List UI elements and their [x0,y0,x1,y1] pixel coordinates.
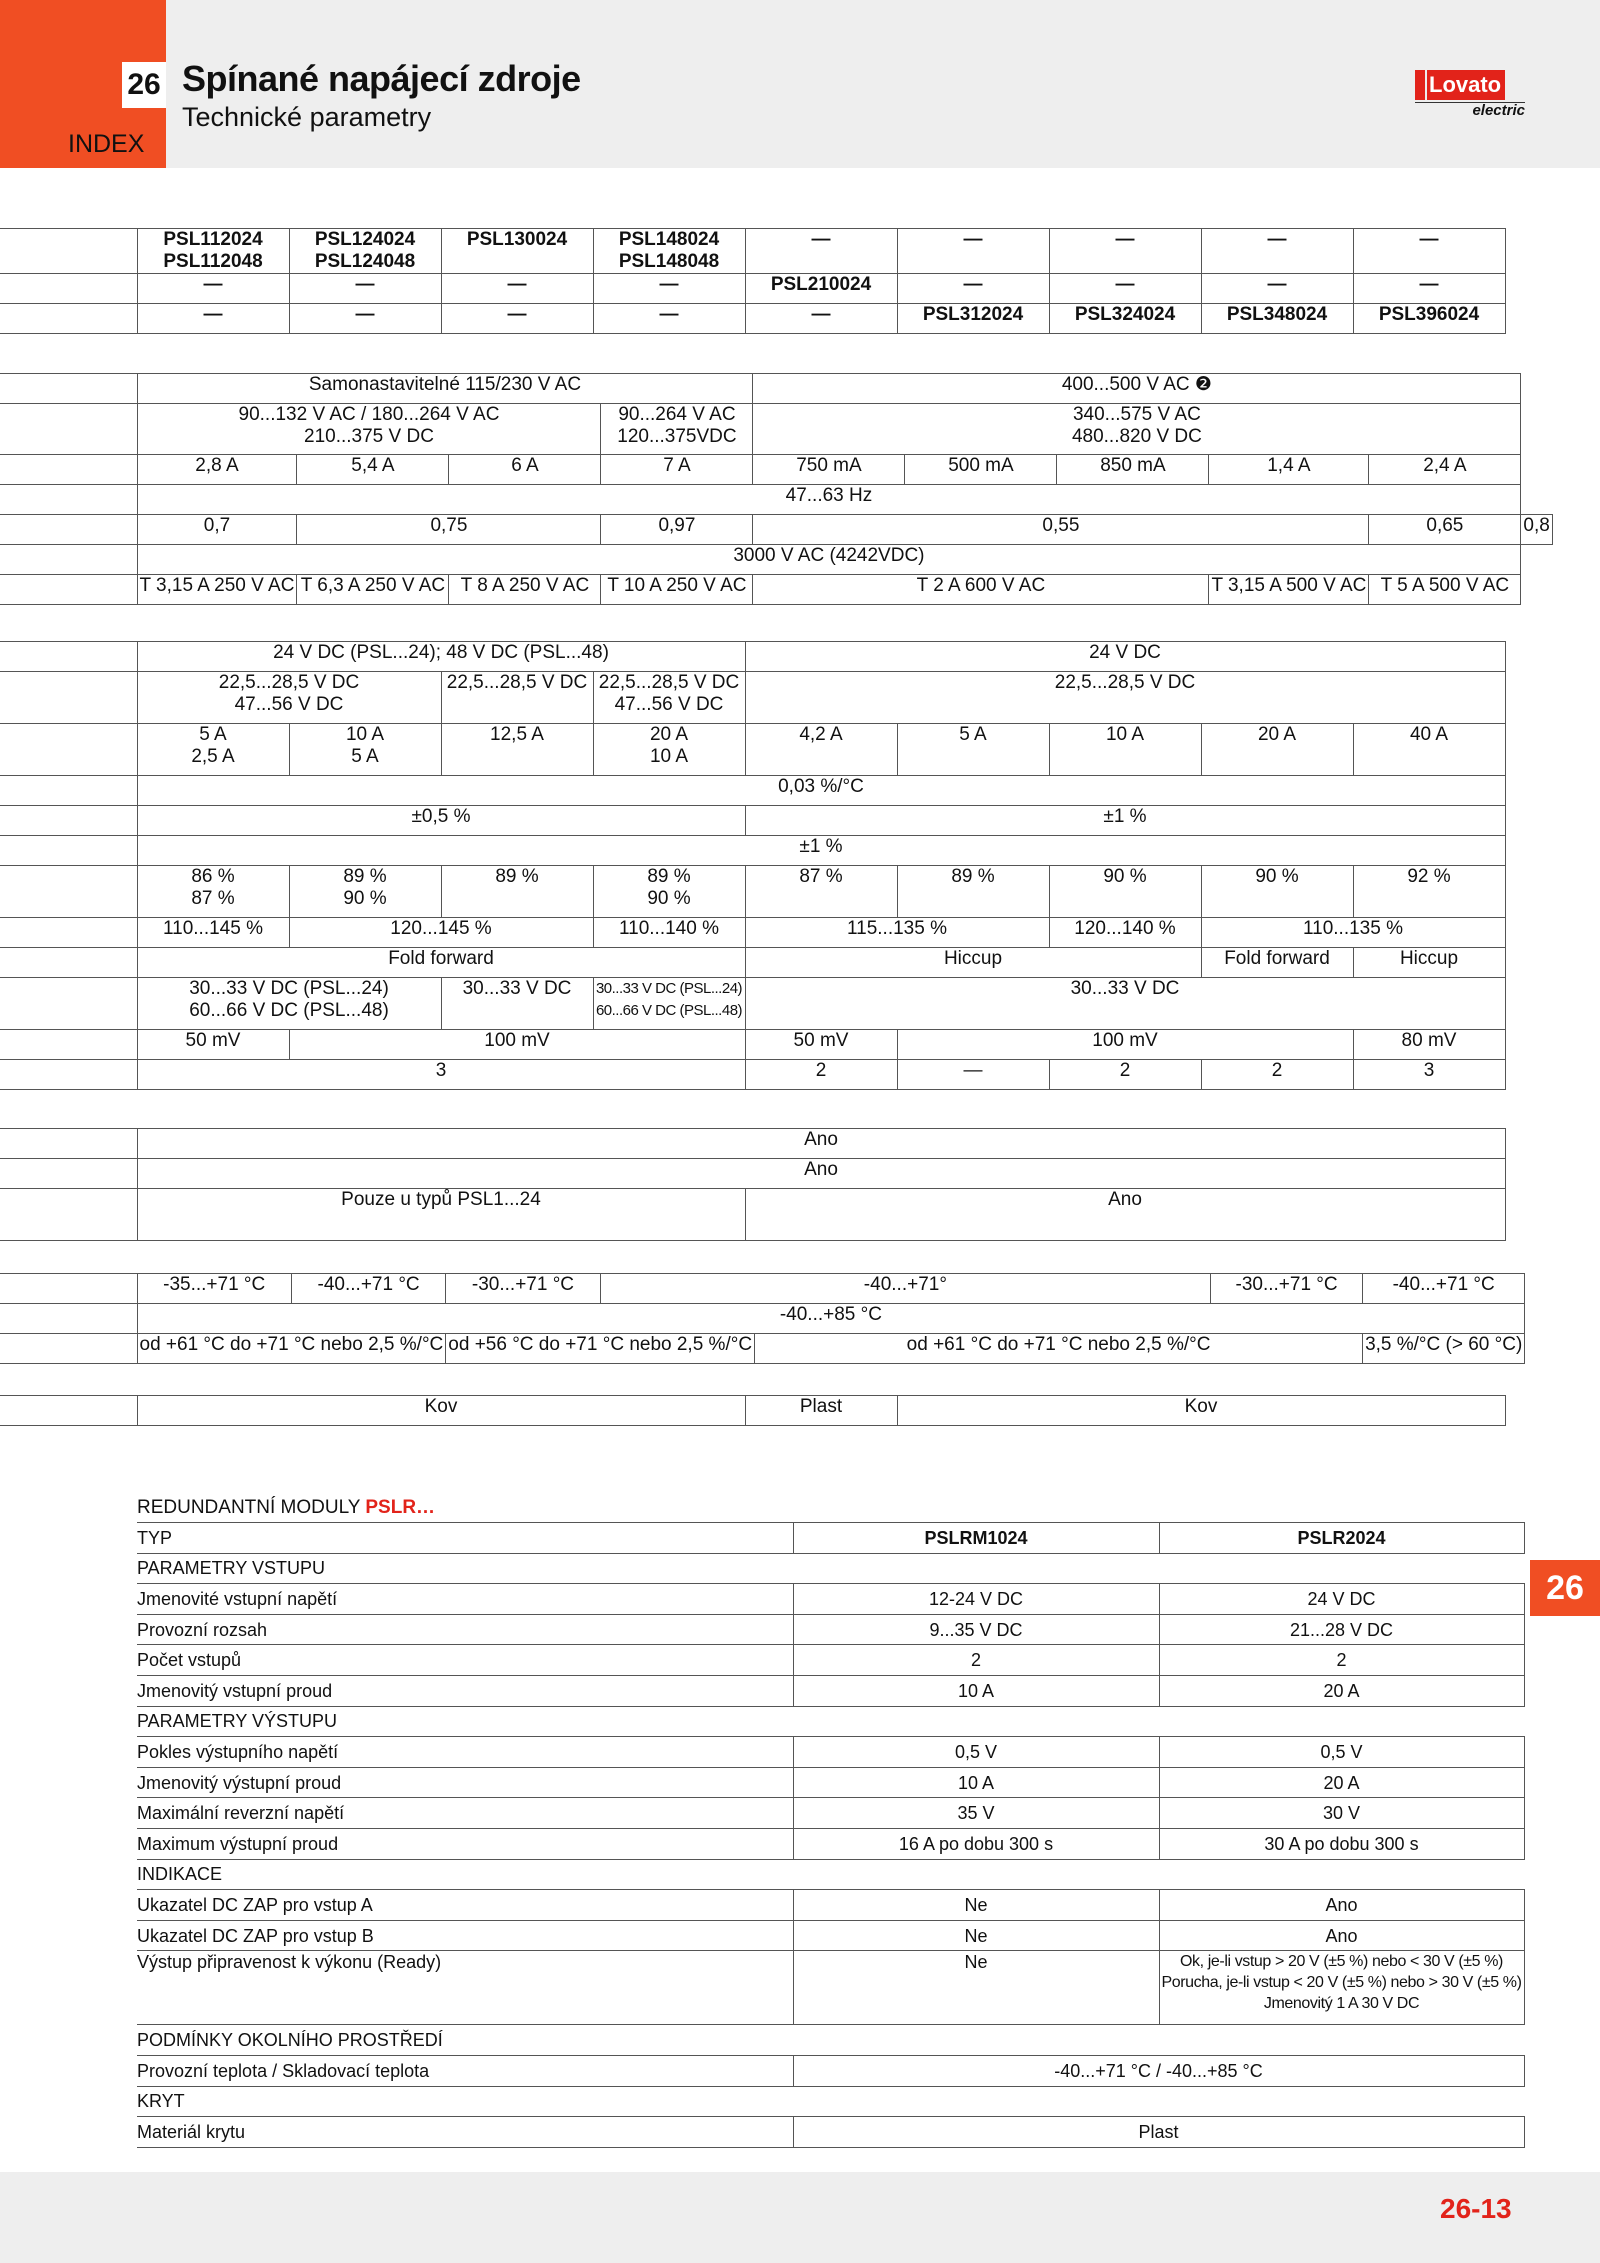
redundant-value: 0,5 V [793,1737,1159,1768]
redundant-value: 20 A [1159,1675,1524,1706]
spec-cell: 6 A [449,455,601,485]
row-label-cell [0,836,137,866]
spec-cell: ±0,5 % [137,806,745,836]
chapter-number: 26 [122,62,166,108]
spec-cell: Ano [745,1189,1505,1241]
redundant-value: 2 [1159,1645,1524,1676]
spec-cell: PSL148024 PSL148048 [593,229,745,274]
redundant-label: Maximum výstupní proud [137,1828,793,1859]
spec-row [0,836,1505,866]
spec-cell: 30...33 V DC [745,978,1505,1030]
row-label-cell [0,545,137,575]
redundant-value: Ok, je-li vstup > 20 V (±5 %) nebo < 30 V (±5 %) Porucha, je-li vstup < 20 V (±5 %) nebo > 30 V (±5 %) Jmenovitý 1 A 30 V DC [1159,1951,1524,2025]
logo-sub: electric [1415,102,1525,119]
spec-cell: od +61 °C do +71 °C nebo 2,5 %/°C [755,1334,1363,1364]
row-label-cell [0,806,137,836]
spec-row [0,1060,1505,1090]
spec-cell: 5,4 A [297,455,449,485]
redundant-value: 16 A po dobu 300 s [793,1828,1159,1859]
redundant-row [137,1951,1524,2025]
row-label-cell [0,948,137,978]
spec-cell: — [897,229,1049,274]
spec-table-1 [0,228,1506,334]
spec-cell: 87 % [745,866,897,918]
spec-cell: 80 mV [1353,1030,1505,1060]
spec-cell: 7 A [601,455,753,485]
spec-cell: 90 % [1201,866,1353,918]
redundant-label: Ukazatel DC ZAP pro vstup A [137,1890,793,1921]
spec-cell: Hiccup [1353,948,1505,978]
spec-cell: — [1201,229,1353,274]
row-label-cell [0,485,137,515]
row-label-cell [0,229,137,274]
spec-row [0,724,1505,776]
row-label-cell [0,404,137,455]
spec-row [0,1396,1505,1426]
spec-cell: 50 mV [137,1030,289,1060]
redundant-row [137,1767,1524,1798]
spec-cell: — [1049,274,1201,304]
redundant-value: 0,5 V [1159,1737,1524,1768]
redundant-label: INDIKACE [137,1859,1524,1890]
spec-cell: 12,5 A [441,724,593,776]
spec-cell: 2,4 A [1369,455,1521,485]
redundant-value: Ano [1159,1890,1524,1921]
spec-row [0,1189,1505,1241]
row-label-cell [0,515,137,545]
spec-row [0,229,1505,274]
spec-row [0,1304,1525,1334]
spec-cell: 100 mV [289,1030,745,1060]
row-label-cell [0,1304,137,1334]
spec-cell: Samonastavitelné 115/230 V AC [137,374,753,404]
redundant-row [137,1553,1524,1584]
spec-cell: 20 A [1201,724,1353,776]
spec-row [0,672,1505,724]
row-label-cell [0,672,137,724]
spec-cell: -30...+71 °C [1211,1274,1363,1304]
redundant-value: 9...35 V DC [793,1614,1159,1645]
spec-cell: Kov [137,1396,745,1426]
spec-cell: T 3,15 A 500 V AC [1209,575,1369,605]
spec-row [0,948,1505,978]
redundant-model-header: PSLR2024 [1159,1523,1524,1554]
logo-mark-icon [1415,70,1425,100]
row-label-cell [0,724,137,776]
redundant-label: Jmenovitý vstupní proud [137,1675,793,1706]
spec-cell: 24 V DC [745,642,1505,672]
redundant-value: 20 A [1159,1767,1524,1798]
spec-row [0,1274,1525,1304]
redundant-label: Počet vstupů [137,1645,793,1676]
logo-name: Lovato [1427,70,1505,100]
page-number: 26-13 [1440,2193,1512,2224]
spec-cell: T 3,15 A 250 V AC [137,575,297,605]
redundant-row [137,1523,1524,1554]
spec-cell: 115...135 % [745,918,1049,948]
redundant-label: PODMÍNKY OKOLNÍHO PROSTŘEDÍ [137,2025,1524,2056]
spec-cell: 400...500 V AC ❷ [753,374,1521,404]
spec-row [0,1334,1525,1364]
redundant-row [137,2086,1524,2117]
redundant-row [137,1920,1524,1951]
redundant-label: Materiál krytu [137,2117,793,2148]
row-label-cell [0,1030,137,1060]
spec-cell: PSL112024 PSL112048 [137,229,289,274]
spec-cell: 30...33 V DC [441,978,593,1030]
spec-row [0,485,1552,515]
row-label-cell [0,575,137,605]
spec-row [0,918,1505,948]
spec-row [0,404,1552,455]
chapter-tab[interactable] [0,0,166,168]
spec-cell: 5 A [897,724,1049,776]
spec-row [0,978,1505,1030]
spec-cell: 5 A 2,5 A [137,724,289,776]
redundant-table [137,1522,1525,2148]
redundant-title-accent: PSLR… [365,1497,436,1518]
spec-cell: ±1 % [745,806,1505,836]
spec-table-5 [0,1273,1525,1364]
spec-cell: Fold forward [1201,948,1353,978]
spec-cell: 110...135 % [1201,918,1505,948]
index-link[interactable]: INDEX [68,130,145,158]
spec-cell: 90...132 V AC / 180...264 V AC 210...375 V DC [137,404,601,455]
spec-cell: — [1353,229,1505,274]
spec-cell: 90...264 V AC 120...375VDC [601,404,753,455]
row-label-cell [0,776,137,806]
redundant-value: Ano [1159,1920,1524,1951]
spec-cell: Kov [897,1396,1505,1426]
footer-band [0,2172,1600,2263]
spec-cell: 3 [1353,1060,1505,1090]
spec-row [0,545,1552,575]
spec-row [0,866,1505,918]
spec-cell: 89 % 90 % [289,866,441,918]
spec-cell: T 8 A 250 V AC [449,575,601,605]
spec-row [0,274,1505,304]
redundant-value: 30 A po dobu 300 s [1159,1828,1524,1859]
redundant-label: Výstup připravenost k výkonu (Ready) [137,1951,793,2025]
redundant-value: 10 A [793,1767,1159,1798]
spec-cell: — [1353,274,1505,304]
redundant-label: PARAMETRY VSTUPU [137,1553,1524,1584]
row-label-cell [0,304,137,334]
spec-cell: 0,55 [753,515,1369,545]
spec-cell: — [1201,274,1353,304]
spec-cell: 0,75 [297,515,601,545]
row-label-cell [0,866,137,918]
spec-cell: 24 V DC (PSL...24); 48 V DC (PSL...48) [137,642,745,672]
spec-cell: 30...33 V DC (PSL...24) 60...66 V DC (PSL...48) [593,978,745,1030]
page-title: Spínané napájecí zdroje [182,58,581,99]
spec-row [0,1159,1505,1189]
spec-cell: T 2 A 600 V AC [753,575,1209,605]
redundant-label: Jmenovité vstupní napětí [137,1584,793,1615]
redundant-value: -40...+71 °C / -40...+85 °C [793,2055,1524,2086]
spec-cell: PSL348024 [1201,304,1353,334]
spec-cell: 0,65 [1369,515,1521,545]
spec-cell: 30...33 V DC (PSL...24) 60...66 V DC (PSL...48) [137,978,441,1030]
spec-row [0,575,1552,605]
spec-cell: Fold forward [137,948,745,978]
redundant-row [137,1859,1524,1890]
spec-cell: 1,4 A [1209,455,1369,485]
redundant-value: 30 V [1159,1798,1524,1829]
spec-cell: — [745,304,897,334]
redundant-label: KRYT [137,2086,1524,2117]
row-label-cell [0,918,137,948]
chapter-side-tab[interactable]: 26 [1530,1560,1600,1616]
spec-cell: — [441,304,593,334]
spec-cell: — [897,1060,1049,1090]
redundant-value: 12-24 V DC [793,1584,1159,1615]
redundant-value: 2 [793,1645,1159,1676]
spec-cell: Pouze u typů PSL1...24 [137,1189,745,1241]
redundant-label: PARAMETRY VÝSTUPU [137,1706,1524,1737]
redundant-row [137,1737,1524,1768]
spec-cell: 89 % 90 % [593,866,745,918]
redundant-row [137,1706,1524,1737]
spec-cell: PSL324024 [1049,304,1201,334]
redundant-row [137,1675,1524,1706]
spec-cell: 2 [1201,1060,1353,1090]
spec-cell: — [441,274,593,304]
spec-cell: 86 % 87 % [137,866,289,918]
spec-cell: — [593,274,745,304]
spec-cell: 22,5...28,5 V DC [745,672,1505,724]
row-label-cell [0,642,137,672]
row-label-cell [0,1159,137,1189]
spec-cell: — [289,304,441,334]
spec-cell: 22,5...28,5 V DC [441,672,593,724]
spec-cell: 22,5...28,5 V DC 47...56 V DC [137,672,441,724]
spec-cell: 2,8 A [137,455,297,485]
page-subtitle: Technické parametry [182,102,432,132]
spec-cell: 0,7 [137,515,297,545]
redundant-value: 10 A [793,1675,1159,1706]
spec-cell: 750 mA [753,455,905,485]
spec-cell: 100 mV [897,1030,1353,1060]
spec-cell: — [745,229,897,274]
spec-cell: 47...63 Hz [137,485,1521,515]
spec-cell: 10 A [1049,724,1201,776]
redundant-value: Ne [793,1890,1159,1921]
spec-cell: 0,97 [601,515,753,545]
spec-cell: 50 mV [745,1030,897,1060]
spec-cell: od +61 °C do +71 °C nebo 2,5 %/°C [137,1334,446,1364]
spec-cell: 110...140 % [593,918,745,948]
redundant-row [137,1584,1524,1615]
redundant-row [137,2025,1524,2056]
spec-cell: PSL396024 [1353,304,1505,334]
row-label-cell [0,1334,137,1364]
redundant-row [137,1798,1524,1829]
lovato-logo [1415,70,1525,119]
redundant-row [137,1645,1524,1676]
spec-cell: — [137,274,289,304]
spec-cell: T 10 A 250 V AC [601,575,753,605]
spec-row [0,776,1505,806]
spec-row [0,806,1505,836]
redundant-value: Plast [793,2117,1524,2148]
redundant-label: Provozní teplota / Skladovací teplota [137,2055,793,2086]
spec-row [0,304,1505,334]
spec-table-2 [0,373,1553,605]
spec-cell: 340...575 V AC 480...820 V DC [753,404,1521,455]
redundant-label: Pokles výstupního napětí [137,1737,793,1768]
row-label-cell [0,1396,137,1426]
spec-row [0,515,1552,545]
redundant-value: 35 V [793,1798,1159,1829]
spec-row [0,642,1505,672]
redundant-label: TYP [137,1523,793,1554]
spec-cell: 10 A 5 A [289,724,441,776]
spec-cell: 89 % [441,866,593,918]
spec-table-3 [0,641,1506,1090]
spec-cell: 3,5 %/°C (> 60 °C) [1363,1334,1525,1364]
spec-cell: — [289,274,441,304]
spec-cell: ±1 % [137,836,1505,866]
redundant-label: Jmenovitý výstupní proud [137,1767,793,1798]
spec-cell: 0,03 %/°C [137,776,1505,806]
spec-row [0,1030,1505,1060]
row-label-cell [0,374,137,404]
spec-cell: 92 % [1353,866,1505,918]
redundant-value: Ne [793,1920,1159,1951]
spec-cell: — [593,304,745,334]
spec-cell: 110...145 % [137,918,289,948]
spec-cell: PSL210024 [745,274,897,304]
redundant-row [137,1890,1524,1921]
spec-cell: 4,2 A [745,724,897,776]
spec-table-4 [0,1128,1506,1241]
spec-cell: -30...+71 °C [446,1274,600,1304]
spec-cell: T 6,3 A 250 V AC [297,575,449,605]
spec-cell: -40...+85 °C [137,1304,1525,1334]
row-label-cell [0,1274,137,1304]
spec-cell: 3 [137,1060,745,1090]
row-label-cell [0,978,137,1030]
redundant-row [137,1614,1524,1645]
redundant-title [137,1497,435,1519]
redundant-row [137,2117,1524,2148]
spec-row [0,374,1552,404]
spec-cell: PSL124024 PSL124048 [289,229,441,274]
spec-cell: 90 % [1049,866,1201,918]
redundant-value: 21...28 V DC [1159,1614,1524,1645]
row-label-cell [0,1189,137,1241]
spec-table-6 [0,1395,1506,1426]
spec-cell: 120...140 % [1049,918,1201,948]
redundant-row [137,1828,1524,1859]
redundant-model-header: PSLRM1024 [793,1523,1159,1554]
spec-cell: od +56 °C do +71 °C nebo 2,5 %/°C [446,1334,755,1364]
redundant-label: Ukazatel DC ZAP pro vstup B [137,1920,793,1951]
spec-cell: 22,5...28,5 V DC 47...56 V DC [593,672,745,724]
redundant-value: 24 V DC [1159,1584,1524,1615]
spec-row [0,1129,1505,1159]
spec-cell: -35...+71 °C [137,1274,291,1304]
redundant-row [137,2055,1524,2086]
spec-cell: Ano [137,1159,1505,1189]
spec-cell: Ano [137,1129,1505,1159]
spec-cell: 3000 V AC (4242VDC) [137,545,1521,575]
spec-cell: -40...+71 °C [291,1274,445,1304]
redundant-label: Provozní rozsah [137,1614,793,1645]
spec-cell: PSL130024 [441,229,593,274]
spec-cell: Hiccup [745,948,1201,978]
row-label-cell [0,274,137,304]
spec-cell: — [1049,229,1201,274]
spec-cell: 89 % [897,866,1049,918]
spec-row [0,455,1552,485]
spec-cell: 0,8 [1521,515,1552,545]
spec-cell: Plast [745,1396,897,1426]
spec-cell: 20 A 10 A [593,724,745,776]
spec-cell: 40 A [1353,724,1505,776]
spec-cell: T 5 A 500 V AC [1369,575,1521,605]
spec-cell: 500 mA [905,455,1057,485]
redundant-title-text: REDUNDANTNÍ MODULY [137,1497,366,1518]
redundant-value: Ne [793,1951,1159,2025]
redundant-label: Maximální reverzní napětí [137,1798,793,1829]
row-label-cell [0,455,137,485]
spec-cell: -40...+71° [600,1274,1210,1304]
row-label-cell [0,1129,137,1159]
spec-cell: 850 mA [1057,455,1209,485]
spec-cell: — [897,274,1049,304]
row-label-cell [0,1060,137,1090]
spec-cell: -40...+71 °C [1363,1274,1525,1304]
spec-cell: 2 [745,1060,897,1090]
spec-cell: PSL312024 [897,304,1049,334]
spec-cell: — [137,304,289,334]
spec-cell: 120...145 % [289,918,593,948]
spec-cell: 2 [1049,1060,1201,1090]
